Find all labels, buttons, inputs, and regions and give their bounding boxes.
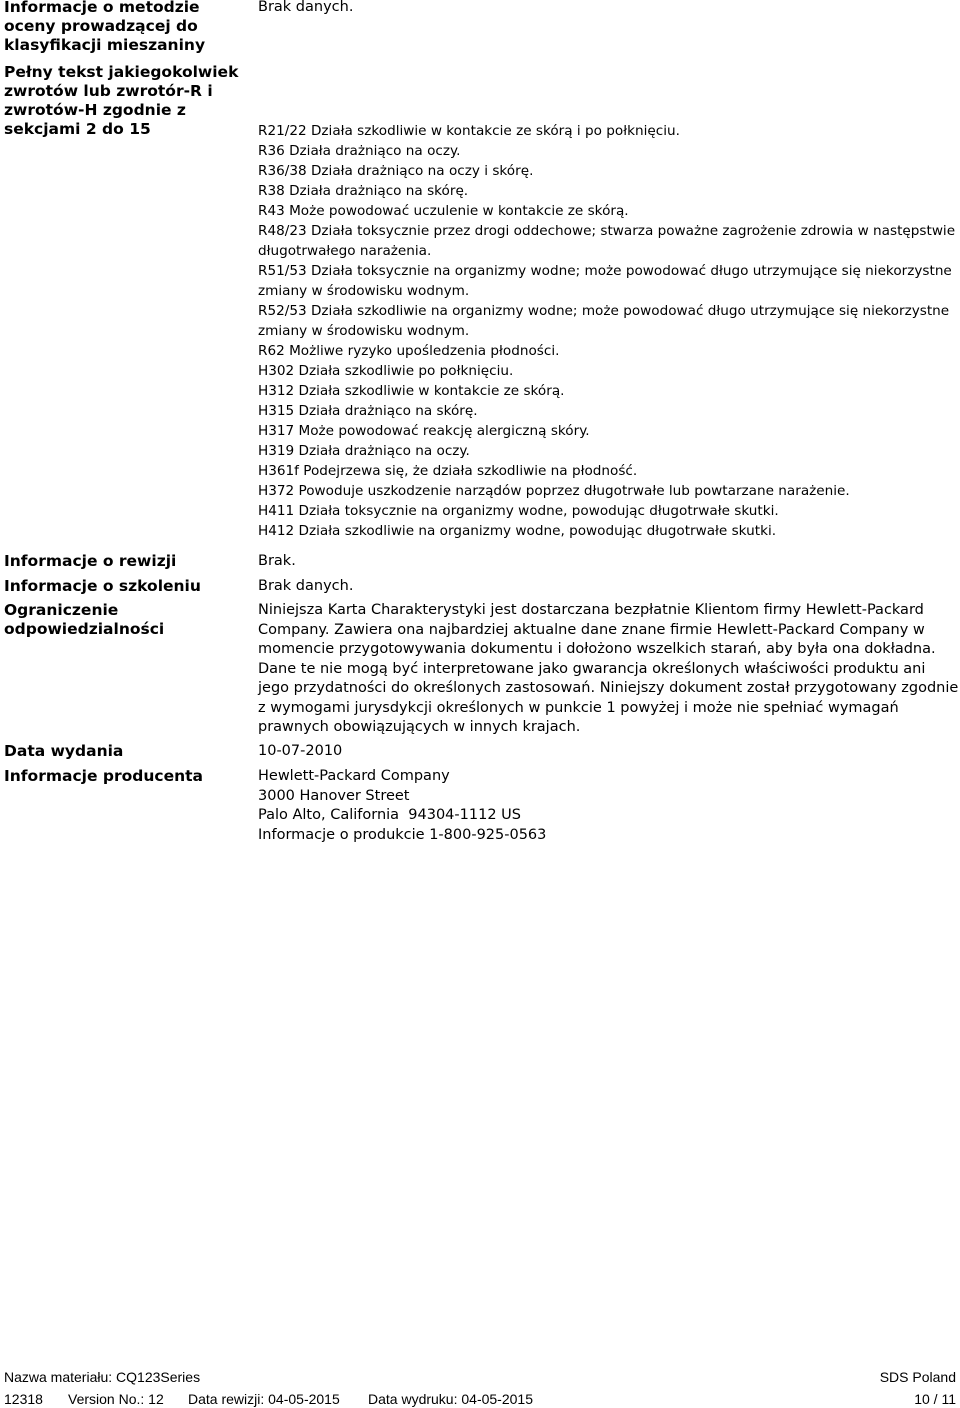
classification-method-label: Informacje o metodzie oceny prowadzącej do klasyfikacji mieszaniny xyxy=(4,0,206,54)
phrase-item: H411 Działa toksycznie na organizmy wodne, powodując długotrwałe skutki. xyxy=(258,503,779,519)
phrase-item: R36 Działa drażniąco na oczy. xyxy=(258,143,461,159)
revision-label: Informacje o rewizji xyxy=(4,552,177,570)
training-value: Brak danych. xyxy=(258,578,354,594)
disclaimer-label: Ograniczenie odpowiedzialności xyxy=(4,601,165,638)
phrase-item: H361f Podejrzewa się, że działa szkodliwie na płodność. xyxy=(258,463,638,479)
footer-page-number: 10 / 11 xyxy=(914,1391,956,1407)
address-line: Hewlett-Packard Company xyxy=(258,768,450,784)
manufacturer-address xyxy=(258,767,958,845)
full-text-label: Pełny tekst jakiegokolwiek zwrotów lub zwrotór-R i zwrotów-H zgodnie z sekcjami 2 do 15 xyxy=(4,63,239,138)
issue-date-value: 10-07-2010 xyxy=(258,743,343,759)
footer-material-name: Nazwa materiału: CQ123Series xyxy=(4,1369,201,1385)
phrase-item: H312 Działa szkodliwie w kontakcie ze skórą. xyxy=(258,383,565,399)
phrase-item: R48/23 Działa toksycznie przez drogi oddechowe; stwarza poważne zagrożenie zdrowia w następstwie długotrwałego narażenia. xyxy=(258,223,956,259)
phrase-item: R52/53 Działa szkodliwie na organizmy wodne; może powodować długo utrzymujące się niekorzystne zmiany w środowisku wodnym. xyxy=(258,303,950,339)
manufacturer-label: Informacje producenta xyxy=(4,767,203,785)
footer-sds-country: SDS Poland xyxy=(879,1369,956,1385)
training-label: Informacje o szkoleniu xyxy=(4,577,201,595)
address-line: Informacje o produkcie 1-800-925-0563 xyxy=(258,826,547,843)
footer-version: Version No.: 12 xyxy=(68,1391,164,1407)
footer-doc-number: 12318 xyxy=(4,1391,43,1407)
footer-revision-date: Data rewizji: 04-05-2015 xyxy=(188,1391,340,1407)
phrase-item: R62 Możliwe ryzyko upośledzenia płodności. xyxy=(258,343,560,359)
issue-date-label: Data wydania xyxy=(4,742,124,760)
phrase-item: R21/22 Działa szkodliwie w kontakcie ze skórą i po połknięciu. xyxy=(258,123,680,139)
address-line: Palo Alto, California 94304-1112 US xyxy=(258,807,521,823)
classification-method-value: Brak danych. xyxy=(258,0,354,15)
phrase-item: H315 Działa drażniąco na skórę. xyxy=(258,403,478,419)
phrase-item: H412 Działa szkodliwie na organizmy wodne, powodując długotrwałe skutki. xyxy=(258,523,777,539)
phrase-item: R38 Działa drażniąco na skórę. xyxy=(258,183,469,199)
footer-print-date: Data wydruku: 04-05-2015 xyxy=(368,1391,533,1407)
phrase-item: R43 Może powodować uczulenie w kontakcie ze skórą. xyxy=(258,203,629,219)
phrase-item: H302 Działa szkodliwie po połknięciu. xyxy=(258,363,514,379)
revision-value: Brak. xyxy=(258,553,296,569)
disclaimer-text: Niniejsza Karta Charakterystyki jest dostarczana bezpłatnie Klientom firmy Hewlett-Packard Company. Zawiera ona najbardziej aktualne dane znane firmie Hewlett-Packard Company w momencie przygotowywania dokumentu i dołożono wszelkich starań, aby była ona dokładna. Dane te nie mogą być interpretowane jako gwarancja określonych właściwości produktu ani jego przydatności do określonych zastosowań. Niniejszy dokument został przygotowany zgodnie z wymogami jurysdykcji określonych w punkcie 1 powyżej i może nie spełniać wymagań prawnych obowiązujących w innych krajach. xyxy=(258,602,959,735)
phrase-list xyxy=(258,121,958,541)
phrase-item: R36/38 Działa drażniąco na oczy i skórę. xyxy=(258,163,534,179)
phrase-item: H319 Działa drażniąco na oczy. xyxy=(258,443,470,459)
phrase-item: R51/53 Działa toksycznie na organizmy wodne; może powodować długo utrzymujące się niekorzystne zmiany w środowisku wodnym. xyxy=(258,263,952,299)
phrase-item: H372 Powoduje uszkodzenie narządów poprzez długotrwałe lub powtarzane narażenie. xyxy=(258,483,850,499)
address-line: 3000 Hanover Street xyxy=(258,787,410,804)
phrase-item: H317 Może powodować reakcję alergiczną skóry. xyxy=(258,423,590,439)
